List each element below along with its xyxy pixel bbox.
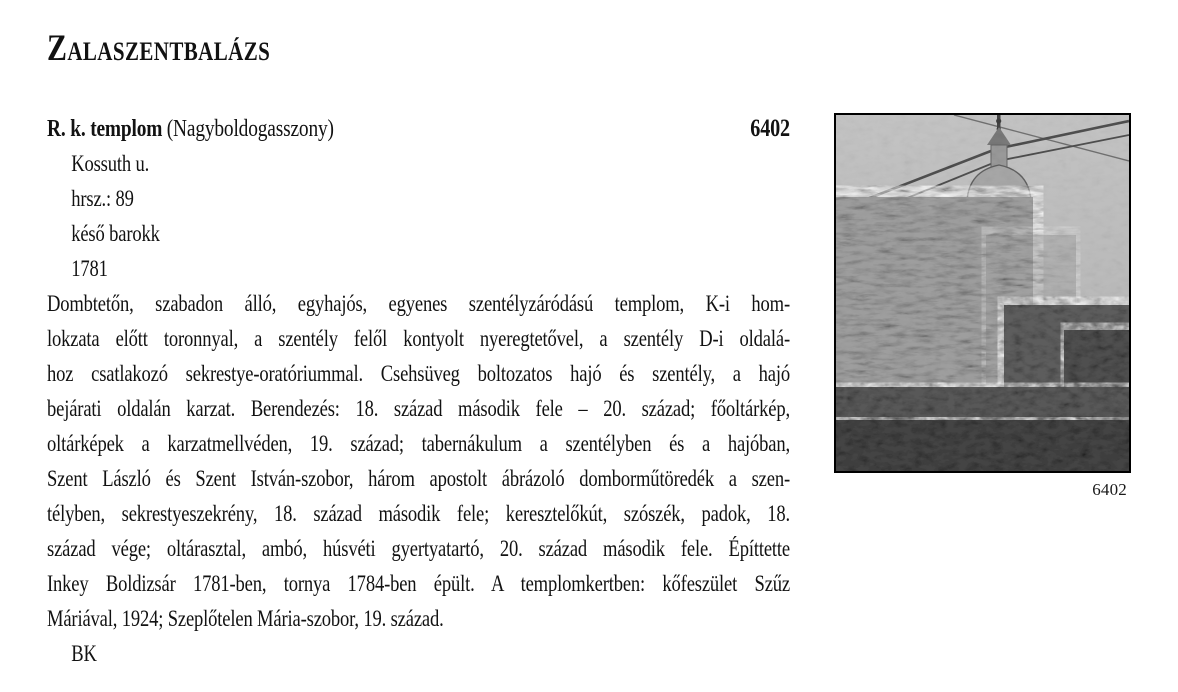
entry-heading <box>47 112 790 146</box>
entry-number: 6402 <box>750 115 790 142</box>
description-line: hoz csatlakozó sekrestye-oratóriummal. Csehsüveg boltozatos hajó és szentély, a hajó <box>47 361 790 386</box>
entry-heading-left <box>47 112 334 146</box>
text-column <box>47 30 790 671</box>
description-line: Inkey Boldizsár 1781-ben, tornya 1784-ben épült. A templomkertben: kőfeszület Szűz <box>47 571 790 596</box>
description-line: Máriával, 1924; Szeplőtelen Mária-szobor, 19. század. <box>47 606 444 631</box>
page-title: Zalaszentbalázs <box>47 28 271 69</box>
entry-figure <box>834 113 1131 500</box>
church-photo-illustration <box>836 115 1129 471</box>
monument-dedication: (Nagyboldogasszony) <box>166 116 334 142</box>
detail-line: hrsz.: 89 <box>71 186 134 211</box>
description-line: télyben, sekrestyeszekrény, 18. század második fele; keresztelőkút, szószék, padok, 18. <box>47 501 790 526</box>
monument-entry <box>47 112 790 671</box>
detail-line: késő barokk <box>71 221 160 246</box>
description-line: század vége; oltárasztal, ambó, húsvéti gyertyatartó, 20. század második fele. Építtette <box>47 536 790 561</box>
monument-name: R. k. templom <box>47 116 163 142</box>
description-line: Dombtetőn, szabadon álló, egyhajós, egyenes szentélyzáródású templom, K-i hom- <box>47 291 790 316</box>
photo-caption: 6402 <box>1092 480 1127 499</box>
description-line: bejárati oldalán karzat. Berendezés: 18. század második fele – 20. század; főoltárkép, <box>47 396 790 421</box>
author-signature: BK <box>71 641 97 666</box>
church-photo <box>834 113 1131 473</box>
description-line: lokzata előtt toronnyal, a szentély felől kontyolt nyeregtetővel, a szentély D-i oldalá- <box>47 326 790 351</box>
detail-line: Kossuth u. <box>71 151 150 176</box>
description-line: oltárképek a karzatmellvéden, 19. század; tabernákulum a szentélyben és a hajóban, <box>47 431 790 456</box>
description-paragraph <box>47 286 790 636</box>
entry-details <box>47 146 790 286</box>
detail-line: 1781 <box>71 256 108 281</box>
description-line: Szent László és Szent István-szobor, három apostolt ábrázoló domborműtöredék a szen- <box>47 466 790 491</box>
